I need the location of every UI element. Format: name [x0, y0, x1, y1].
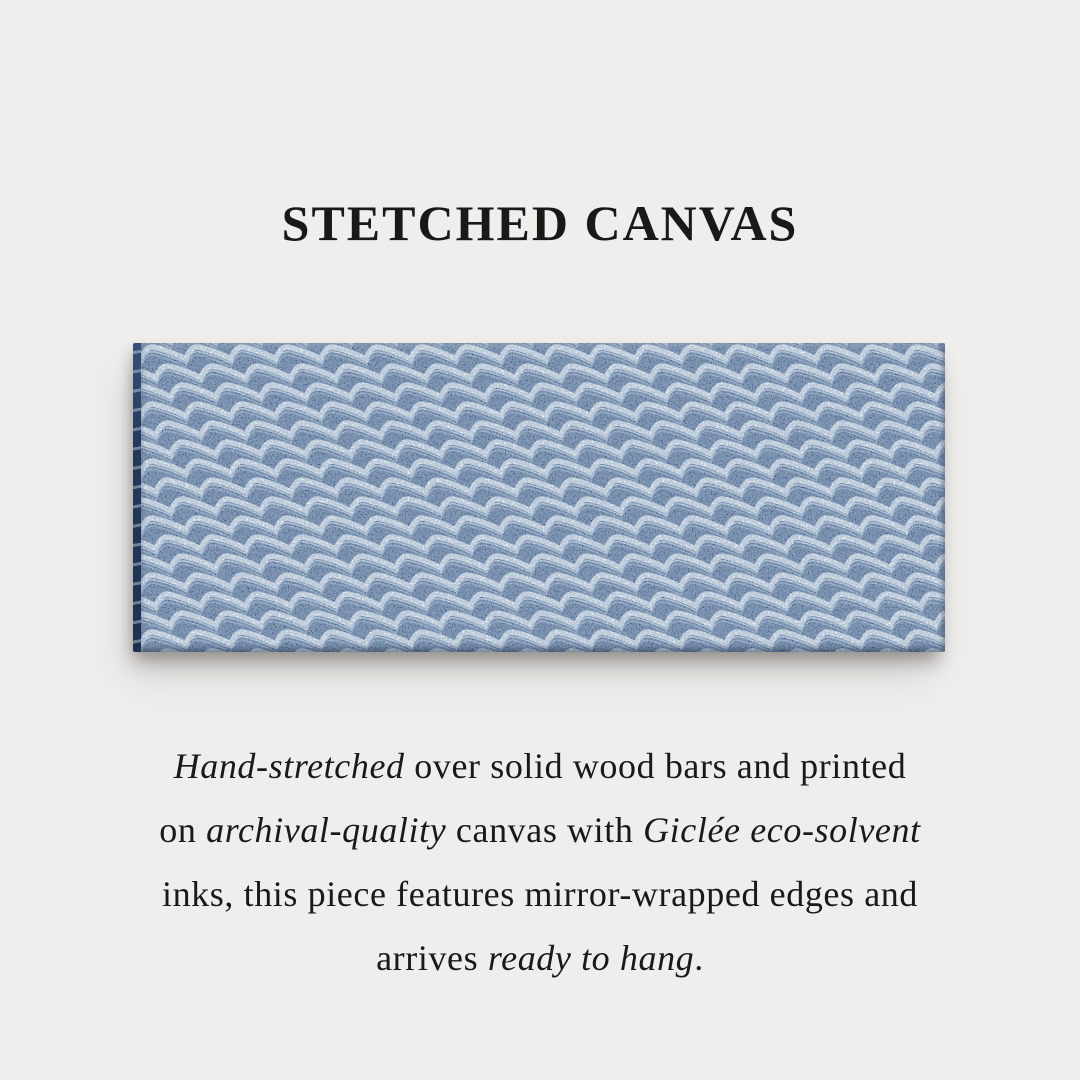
description-line — [60, 862, 1020, 926]
text-segment: . — [694, 938, 704, 978]
text-segment: ready to hang — [487, 938, 695, 978]
text-segment: archival-quality — [206, 810, 447, 850]
product-description — [60, 734, 1020, 990]
canvas-print-mockup — [133, 343, 945, 652]
page-title: STETCHED CANVAS — [281, 195, 799, 251]
description-line — [60, 798, 1020, 862]
wave-pattern-art — [141, 343, 945, 652]
text-segment: canvas with — [446, 810, 644, 850]
text-segment: Hand-stretched — [173, 746, 405, 786]
text-segment: on — [159, 810, 207, 850]
canvas-front-face — [141, 343, 945, 652]
canvas-side-edge — [133, 343, 141, 652]
text-segment: arrives — [376, 938, 488, 978]
description-line — [60, 926, 1020, 990]
text-segment: Giclée eco-solvent — [643, 810, 921, 850]
text-segment: over solid wood bars and printed — [404, 746, 907, 786]
text-segment: inks, this piece features mirror-wrapped edges and — [161, 874, 918, 914]
description-line — [60, 734, 1020, 798]
